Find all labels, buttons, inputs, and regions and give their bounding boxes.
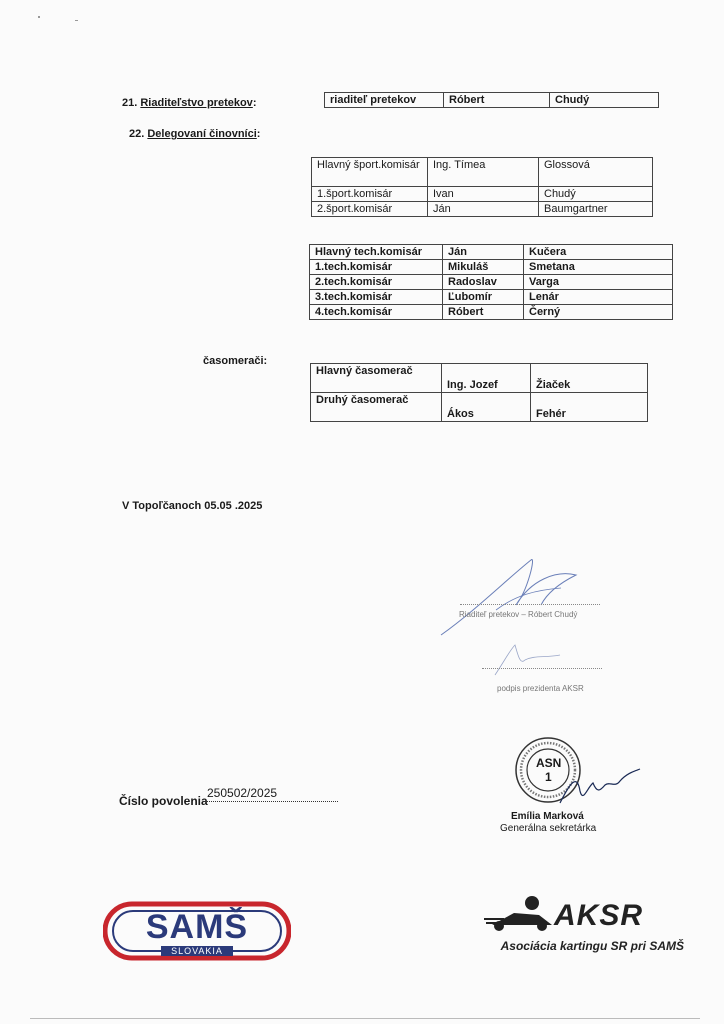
- aksr-logo-subtitle: Asociácia kartingu SR pri SAMŠ: [500, 939, 684, 953]
- table-row: [310, 305, 673, 320]
- table-cell: Hlavný časomerač: [311, 364, 442, 393]
- table-row: [310, 260, 673, 275]
- table-cell: Černý: [524, 305, 673, 320]
- sams-logo-subtitle: SLOVAKIA: [161, 946, 233, 956]
- table-cell: Smetana: [524, 260, 673, 275]
- section-21-heading: 21. Riaditeľstvo pretekov:: [122, 97, 257, 109]
- director-table: [324, 92, 659, 108]
- secretary-signature: [555, 763, 645, 813]
- table-cell: Ing. Jozef: [442, 364, 531, 393]
- tech-commissioners-table: [309, 244, 673, 320]
- table-row: [312, 158, 653, 187]
- table-cell: Kučera: [524, 245, 673, 260]
- table-cell: 1.tech.komisár: [310, 260, 443, 275]
- table-cell: Ján: [443, 245, 524, 260]
- table-cell: Chudý: [550, 93, 659, 108]
- aksr-logo-text: AKSR: [554, 899, 644, 932]
- director-signature: [436, 550, 586, 640]
- section-21-title: Riaditeľstvo pretekov: [140, 97, 253, 109]
- director-signature-line: [460, 604, 600, 605]
- section-22-heading: 22. Delegovaní činovníci:: [129, 128, 261, 140]
- table-row: [325, 93, 659, 108]
- table-row: [312, 202, 653, 217]
- table-cell: Glossová: [539, 158, 653, 187]
- president-signature: [490, 640, 590, 680]
- president-caption: podpis prezidenta AKSR: [497, 684, 584, 693]
- permit-dotted-line: [204, 801, 338, 802]
- stamp-text: ASN: [536, 756, 562, 770]
- stamp-number: 1: [545, 770, 552, 784]
- table-row: [310, 245, 673, 260]
- secretary-name: Emília Marková: [511, 811, 584, 822]
- table-cell: Ivan: [428, 187, 539, 202]
- place-date: V Topoľčanoch 05.05 .2025: [122, 500, 263, 512]
- table-row: [310, 275, 673, 290]
- aksr-logo: [484, 893, 684, 963]
- table-cell: Hlavný šport.komisár: [312, 158, 428, 187]
- director-caption: Riaditeľ pretekov – Róbert Chudý: [459, 610, 578, 619]
- table-cell: riaditeľ pretekov: [325, 93, 444, 108]
- sport-commissioners-table: [311, 157, 653, 217]
- table-cell: Chudý: [539, 187, 653, 202]
- table-row: [311, 393, 648, 422]
- timekeepers-label: časomerači:: [203, 355, 268, 367]
- sams-logo: [103, 900, 291, 962]
- table-cell: Ján: [428, 202, 539, 217]
- table-cell: Hlavný tech.komisár: [310, 245, 443, 260]
- bottom-rule: [30, 1018, 700, 1019]
- table-cell: Žiaček: [531, 364, 648, 393]
- table-cell: Druhý časomerač: [311, 393, 442, 422]
- table-row: [310, 290, 673, 305]
- table-cell: Róbert: [443, 305, 524, 320]
- permit-value: 250502/2025: [207, 786, 278, 800]
- table-cell: 4.tech.komisár: [310, 305, 443, 320]
- section-22-title: Delegovaní činovníci: [147, 128, 257, 140]
- table-cell: 2.šport.komisár: [312, 202, 428, 217]
- table-row: [312, 187, 653, 202]
- table-cell: Ing. Tímea: [428, 158, 539, 187]
- timekeepers-table: [310, 363, 648, 422]
- table-row: [311, 364, 648, 393]
- table-cell: 2.tech.komisár: [310, 275, 443, 290]
- kart-icon: [484, 893, 554, 933]
- president-signature-line: [482, 668, 602, 669]
- secretary-title: Generálna sekretárka: [500, 823, 597, 834]
- sams-logo-text: SAMŠ: [145, 908, 249, 946]
- table-cell: 3.tech.komisár: [310, 290, 443, 305]
- section-21-number: 21.: [122, 97, 138, 109]
- table-cell: Mikuláš: [443, 260, 524, 275]
- section-22-number: 22.: [129, 128, 145, 140]
- permit-label: Číslo povolenia: [119, 794, 208, 808]
- table-cell: Lenár: [524, 290, 673, 305]
- table-cell: Ľubomír: [443, 290, 524, 305]
- table-cell: Ákos: [442, 393, 531, 422]
- table-cell: Fehér: [531, 393, 648, 422]
- table-cell: 1.šport.komisár: [312, 187, 428, 202]
- table-cell: Baumgartner: [539, 202, 653, 217]
- table-cell: Radoslav: [443, 275, 524, 290]
- table-cell: Varga: [524, 275, 673, 290]
- table-cell: Róbert: [444, 93, 550, 108]
